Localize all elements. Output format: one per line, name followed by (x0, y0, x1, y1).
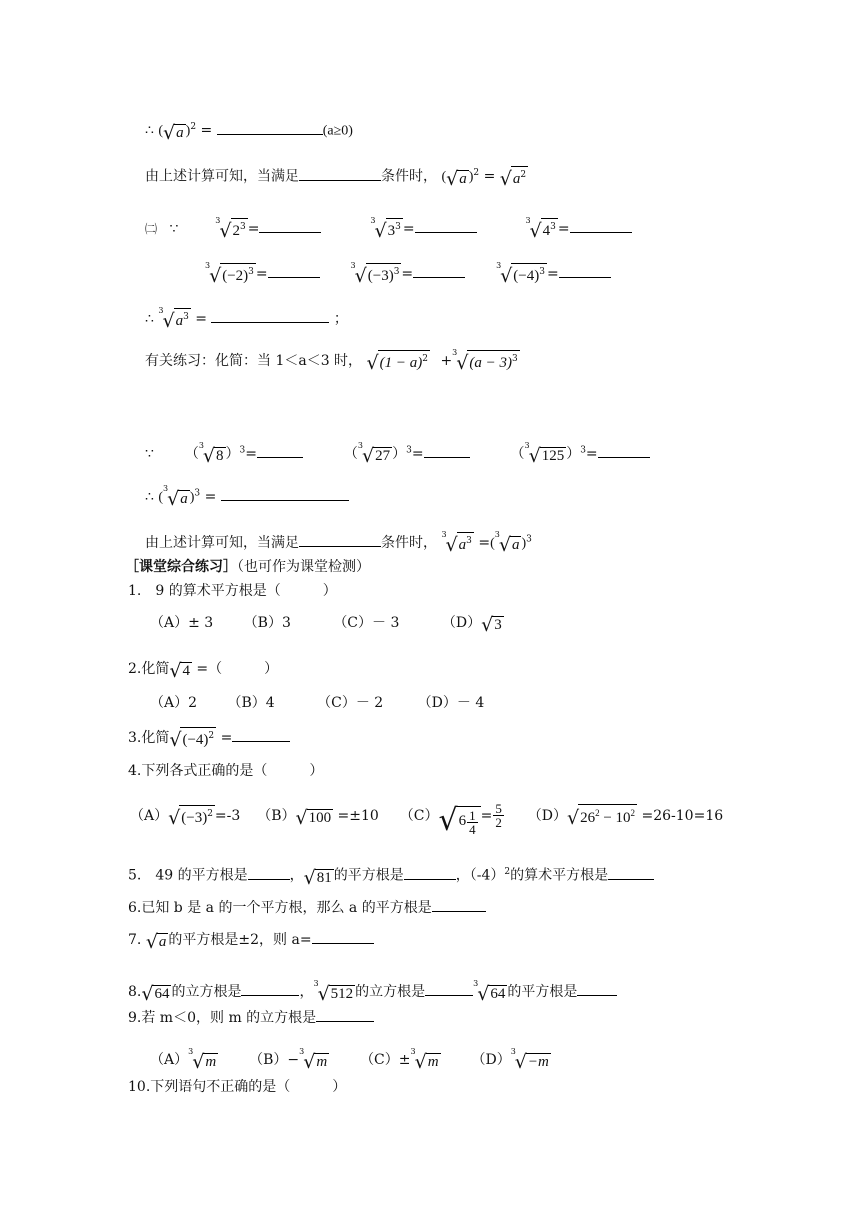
answer-blank[interactable] (217, 120, 323, 135)
question-1-options (150, 612, 504, 636)
root-index: 3 (205, 261, 211, 270)
answer-blank[interactable] (257, 443, 303, 458)
question-10 (128, 1076, 346, 1100)
cbrt-a-minus-3-cubed: √ $(a - 3)^3$ (456, 352, 518, 374)
base: (1 − a) (379, 355, 423, 371)
sqrt-1-minus-a-squared: √ $(1 - a)^2$ (366, 352, 428, 374)
whole: 6 (458, 813, 467, 830)
question-4 (128, 760, 323, 784)
question-2 (128, 658, 278, 682)
cbrt-a: √ a (167, 488, 188, 510)
exponent: 3 (466, 536, 472, 546)
paren: ( (490, 536, 495, 551)
exponent: 3 (526, 534, 532, 545)
question-stem: =（ ） (191, 661, 279, 677)
paren: ) (185, 123, 191, 139)
sqrt-mixed-fraction: √ 6 $\frac{1}{4}$ (438, 806, 480, 836)
question-text: 的立方根是 (171, 984, 242, 1000)
line-cube-roots-positive (145, 210, 632, 242)
answer-blank[interactable] (259, 218, 321, 233)
root-index: 3 (313, 979, 319, 988)
question-4-options (130, 802, 723, 836)
question-text: 的平方根是 (507, 984, 578, 1000)
radicand: 125 (541, 448, 565, 464)
option-b[interactable]: （B）4 (227, 695, 275, 711)
sqrt-a: √ a (446, 167, 467, 190)
question-text: 的算术平方根是 (510, 867, 609, 884)
exponent: 2 (190, 122, 197, 132)
var-m: m (316, 1054, 328, 1070)
option-c[interactable]: （C）－ 2 (317, 695, 384, 711)
option-d[interactable] (471, 1047, 550, 1073)
cbrt-a: √ a (498, 534, 520, 556)
exponent: 2 (630, 807, 636, 818)
root-index: 3 (441, 530, 447, 539)
answer-blank[interactable] (404, 865, 456, 880)
paren: ） (566, 446, 581, 462)
radicand: 3 (494, 617, 502, 633)
equals: = (402, 221, 415, 237)
equals: = (480, 807, 493, 824)
section-note: （也可作为课堂检测） (237, 559, 370, 575)
answer-blank[interactable] (598, 443, 650, 458)
var-a: a (180, 491, 188, 507)
option-label: （B） (257, 807, 296, 824)
sqrt-neg4-squared: √ $(-4)^2$ (169, 729, 215, 751)
answer-blank[interactable] (211, 308, 329, 323)
cbrt-4-cubed: √ $4^3$ (529, 220, 556, 242)
option-b[interactable] (249, 1047, 329, 1073)
equals: = (546, 266, 559, 282)
cbrt-512: √ 512 (317, 983, 354, 1005)
exponent: 3 (240, 222, 246, 232)
question-text: 的立方根是 (355, 984, 426, 1000)
question-stem: 10.下列语句不正确的是（ ） (128, 1079, 347, 1095)
base: (−2) (222, 268, 249, 284)
var-a: a (175, 313, 184, 329)
equals: = (479, 168, 496, 185)
sqrt-neg3-squared: √ $(-3)^2$ (168, 806, 213, 829)
text: 条件时， (381, 168, 437, 185)
option-label: （C）± (360, 1052, 411, 1068)
answer-blank[interactable] (559, 263, 611, 278)
root-index: 3 (163, 484, 169, 493)
equals: = (216, 730, 233, 746)
fraction (493, 802, 504, 829)
equals: = (585, 446, 598, 462)
answer-blank[interactable] (299, 532, 381, 547)
var-a: a (511, 537, 520, 553)
denominator: 4 (469, 821, 476, 837)
equals: = (196, 122, 217, 139)
question-stem: 1. 9 的算术平方根是（ ） (128, 583, 337, 599)
answer-blank[interactable] (268, 263, 320, 278)
cbrt-neg4-cubed: √ $(-4)^3$ (500, 265, 545, 287)
exponent: 3 (248, 267, 254, 277)
option-c[interactable] (399, 801, 505, 838)
cbrt-neg3-cubed: √ $(-3)^3$ (354, 265, 400, 287)
question-text: 的平方根是 (333, 867, 404, 884)
question-number: 7. (128, 932, 142, 948)
question-7 (128, 929, 374, 953)
numerator: 1 (469, 807, 476, 823)
sqrt-81: √ 81 (303, 866, 332, 889)
answer-blank[interactable] (413, 263, 465, 278)
question-stem: 4.下列各式正确的是（ ） (128, 763, 324, 779)
base: (a − 3) (469, 355, 512, 371)
var-m: m (205, 1054, 217, 1070)
option-b[interactable] (257, 806, 379, 829)
root-index: 3 (188, 1047, 194, 1056)
section-marker: ㈡ (145, 222, 158, 236)
question-2-options (150, 692, 484, 716)
cbrt-m: √ m (192, 1051, 217, 1073)
line-conclusion-cube (145, 524, 532, 556)
denominator: 2 (495, 815, 502, 830)
radicand: 64 (490, 986, 506, 1002)
text: 由上述计算可知，当满足 (145, 535, 299, 551)
paren: ) (521, 536, 527, 551)
question-6 (128, 897, 486, 921)
root-index: 3 (350, 261, 356, 270)
exponent: 3 (512, 354, 518, 364)
sqrt-a-squared: √ $a^2$ (499, 167, 527, 190)
line-cbrt-a-cubed (145, 300, 348, 332)
condition: (a≥0) (322, 123, 353, 139)
base: 4 (542, 223, 551, 239)
option-label: （A） (130, 807, 169, 824)
option-a[interactable]: （A）2 (150, 695, 198, 711)
sqrt-4: √ 4 (169, 660, 190, 682)
therefore-symbol: ∴ (145, 311, 154, 327)
sqrt-3: √ 3 (481, 614, 502, 636)
root-index: 3 (158, 306, 164, 315)
var-a: a (158, 934, 167, 950)
root-index: 3 (357, 441, 363, 450)
separator: ， (289, 867, 304, 884)
cbrt-m: √ m (303, 1051, 328, 1073)
cbrt-3-cubed: √ $3^3$ (374, 220, 401, 242)
minus: − (599, 809, 616, 826)
equals: = (247, 221, 260, 237)
var-neg-m: −m (527, 1054, 549, 1070)
option-d[interactable] (441, 614, 504, 636)
separator: ，（-4） (455, 867, 505, 884)
answer-blank[interactable] (232, 727, 290, 742)
option-label: （D） (471, 1052, 511, 1068)
option-b[interactable]: （B）3 (243, 615, 291, 631)
separator: ， (299, 984, 314, 1000)
root-index: 3 (473, 979, 479, 988)
question-3 (128, 727, 290, 751)
exponent: 3 (539, 267, 545, 277)
paren: （ (184, 446, 199, 462)
exponent: 2 (504, 867, 511, 877)
question-text: 6.已知 b 是 a 的一个平方根，那么 a 的平方根是 (128, 900, 432, 916)
exponent: 3 (406, 445, 412, 456)
equals: = (245, 446, 257, 462)
question-1 (128, 580, 337, 604)
var-a: a (176, 124, 184, 141)
cbrt-a-cubed: √ $a^3$ (162, 310, 189, 332)
line-cube-of-cbrt (145, 435, 650, 467)
question-number: 8. (128, 984, 142, 1000)
cbrt-64: √ 64 (477, 983, 506, 1005)
cbrt-27: √ 27 (362, 445, 391, 467)
answer-blank[interactable] (608, 865, 654, 880)
radicand: 64 (154, 986, 170, 1002)
question-stem: 9.若 m＜0，则 m 的立方根是 (128, 1010, 317, 1026)
cbrt-2-cubed: √ $2^3$ (219, 220, 246, 242)
exponent: 3 (550, 222, 556, 232)
section-title: ［课堂综合练习］ (125, 559, 237, 575)
equals: = (255, 266, 268, 282)
cbrt-neg-m: √ −m (514, 1051, 549, 1073)
var-a: a (458, 537, 467, 553)
line-sqrt-a-squared (145, 116, 353, 144)
answer-blank[interactable] (241, 981, 299, 996)
base: 3 (387, 223, 396, 239)
root-index: 3 (410, 1047, 416, 1056)
exponent: 2 (422, 354, 428, 364)
line-practice (145, 342, 520, 374)
exponent: 3 (393, 267, 400, 277)
option-label: （D） (527, 807, 567, 824)
equals: = (190, 311, 212, 327)
base: (−4) (182, 732, 209, 748)
option-label: （B）− (249, 1052, 300, 1068)
text: 由上述计算可知，当满足 (145, 168, 299, 185)
line-conclusion-square (145, 162, 528, 190)
result: =26-10=16 (637, 807, 724, 824)
plus: + (440, 353, 453, 369)
question-9 (128, 1007, 374, 1031)
answer-blank[interactable] (316, 1007, 374, 1022)
answer-blank[interactable] (221, 486, 349, 501)
equals: = (411, 446, 424, 462)
option-c[interactable]: （C）－ 3 (333, 615, 400, 631)
text: 有关练习：化简：当 1＜a＜3 时， (145, 353, 363, 369)
numerator: 5 (495, 801, 502, 816)
sqrt-100: √ 100 (295, 806, 332, 829)
question-text: 5. 49 的平方根是 (128, 867, 248, 884)
answer-blank[interactable] (248, 865, 290, 880)
exponent: 2 (208, 731, 215, 741)
because-symbol: ∵ (169, 221, 179, 237)
sqrt-a: √ a (145, 931, 167, 953)
therefore-symbol: ∴ (145, 489, 154, 505)
question-9-options (150, 1041, 551, 1073)
radicand: 27 (375, 448, 391, 464)
base: 2 (232, 223, 240, 239)
text: 条件时， (381, 535, 437, 551)
option-a[interactable] (150, 1047, 218, 1073)
radicand: 8 (216, 448, 224, 464)
base: (−3) (181, 809, 208, 826)
root-index: 3 (496, 261, 502, 270)
paren: （ (510, 446, 525, 462)
root-index: 3 (494, 530, 500, 539)
option-a[interactable]: （A）± 3 (150, 615, 214, 631)
result: =±10 (333, 807, 379, 824)
section-heading (125, 556, 370, 580)
equals: = (473, 535, 491, 551)
root-index: 3 (525, 216, 531, 225)
paren: ( (158, 123, 164, 139)
cbrt-neg2-cubed: √ $(-2)^3$ (209, 265, 254, 287)
equals: = (200, 489, 221, 505)
exponent: 2 (520, 169, 527, 180)
base: (−3) (367, 268, 394, 284)
base: (−4) (513, 268, 540, 284)
radicand: 81 (316, 869, 332, 886)
var-m: m (427, 1054, 439, 1070)
answer-blank[interactable] (424, 443, 470, 458)
sqrt-diff-squares: √ $26^2 - 10^2$ (567, 804, 637, 827)
because-symbol: ∵ (145, 446, 154, 462)
fraction (467, 809, 478, 836)
var-a: a (512, 170, 521, 187)
semicolon: ； (333, 311, 348, 327)
paren: ) (189, 490, 195, 505)
paren: ( (158, 490, 164, 505)
base: 26 (580, 809, 596, 826)
question-text: 的平方根是±2，则 a= (168, 932, 312, 948)
option-c[interactable] (360, 1047, 441, 1073)
answer-blank[interactable] (577, 981, 617, 996)
var-a: a (459, 170, 467, 187)
root-index: 3 (198, 441, 204, 450)
question-stem: 2.化简 (128, 661, 170, 677)
equals: = (401, 266, 414, 282)
exponent: 3 (183, 312, 189, 322)
exponent: 2 (207, 808, 213, 819)
paren: ( (441, 169, 447, 185)
answer-blank[interactable] (425, 981, 473, 996)
exponent: 3 (239, 445, 246, 456)
paren: ) (468, 169, 474, 185)
exponent: 2 (473, 168, 480, 178)
therefore-symbol: ∴ (145, 122, 154, 139)
line-cbrt-a-cubed-2 (145, 478, 349, 510)
paren: （ (343, 446, 358, 462)
radicand: 512 (330, 986, 354, 1002)
root-index: 3 (370, 216, 376, 225)
option-d[interactable]: （D）－ 4 (417, 695, 485, 711)
line-cube-roots-negative (205, 255, 611, 287)
root-index: 3 (299, 1047, 305, 1056)
root-index: 3 (215, 216, 221, 225)
exponent: 3 (395, 222, 401, 232)
sqrt-64: √ 64 (141, 983, 170, 1005)
cbrt-m: √ m (414, 1051, 439, 1073)
root-index: 3 (510, 1047, 516, 1056)
option-label: （A） (150, 1052, 189, 1068)
answer-blank[interactable] (299, 166, 381, 181)
question-8 (128, 973, 617, 1005)
root-index: 3 (524, 441, 530, 450)
option-d[interactable] (527, 806, 724, 829)
equals: = (557, 221, 570, 237)
exponent: 3 (194, 488, 201, 499)
answer-blank[interactable] (415, 218, 477, 233)
base: 10 (615, 809, 631, 826)
cbrt-a-cubed: √ $a^3$ (445, 534, 472, 556)
cbrt-125: √ 125 (528, 445, 565, 467)
option-label: （D） (441, 615, 482, 631)
question-5 (128, 861, 654, 889)
question-stem: 3.化简 (128, 730, 170, 746)
paren: ） (225, 446, 240, 462)
answer-blank[interactable] (570, 218, 632, 233)
sqrt-a: √ a (163, 121, 184, 144)
option-a[interactable] (130, 806, 241, 829)
exponent: 2 (595, 807, 600, 818)
radicand: 4 (182, 663, 190, 679)
paren: ） (392, 446, 407, 462)
exponent: 3 (580, 445, 586, 456)
option-label: （C） (399, 807, 439, 824)
cbrt-8: √ 8 (202, 445, 224, 467)
answer-blank[interactable] (432, 897, 486, 912)
result: =-3 (214, 807, 241, 824)
root-index: 3 (452, 348, 458, 357)
radicand: 100 (308, 809, 332, 826)
answer-blank[interactable] (312, 929, 374, 944)
